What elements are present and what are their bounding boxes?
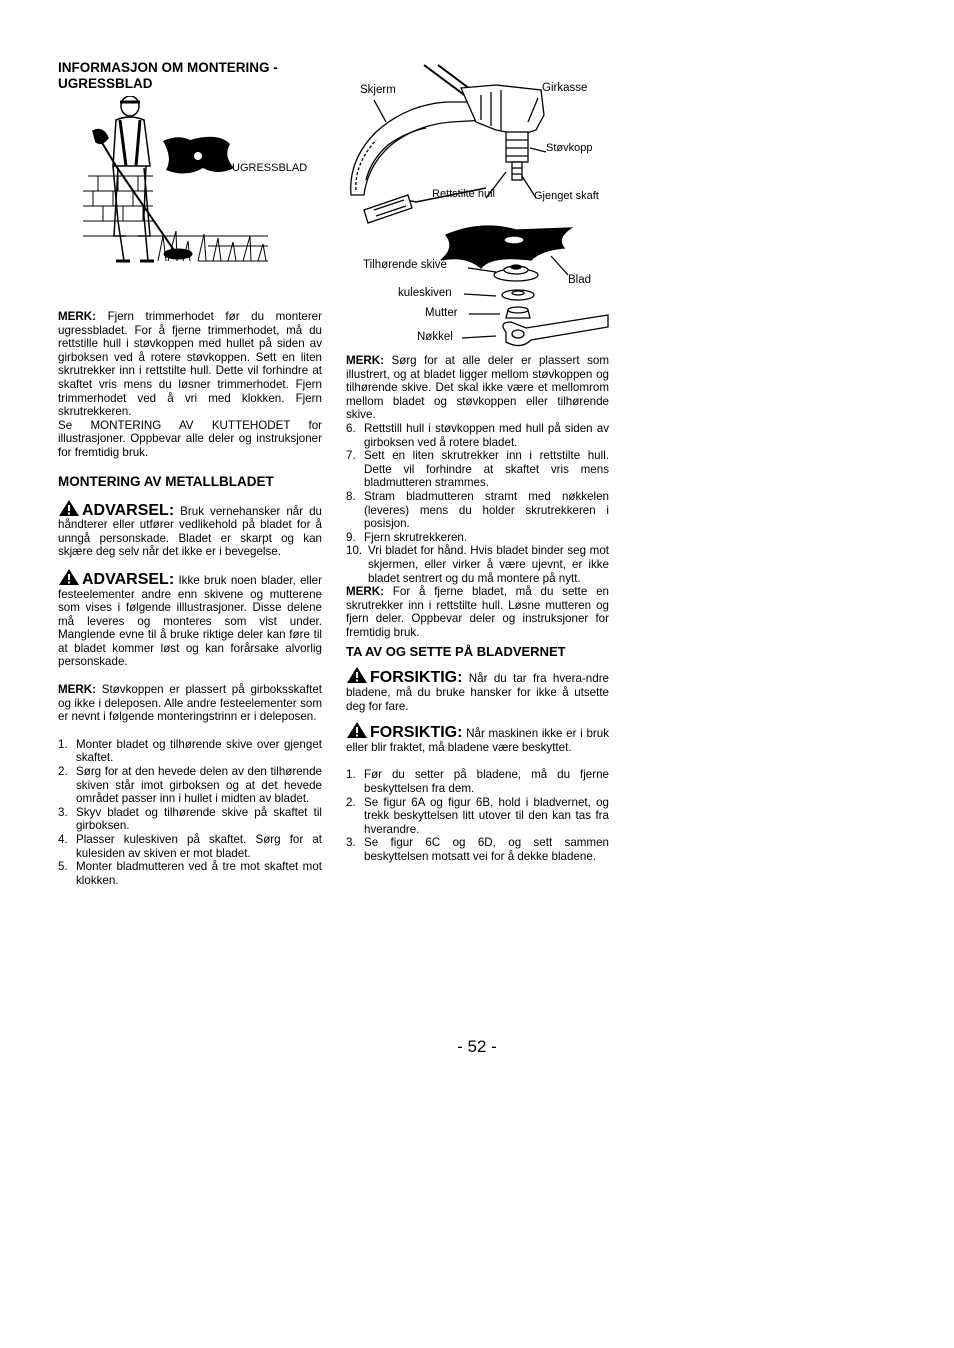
steps-list-right [346,422,609,585]
list-item: 3. Skyv bladet og tilhørende skive på skaftet til girboksen. [58,805,322,833]
list-item: 10. Vri bladet for hånd. Hvis bladet binder seg mot skjermen, eller virker å være ujevnt, er ikke bladet sentrert og du må montere på nytt. [346,544,609,585]
label-kuleskiven: kuleskiven [398,287,452,299]
list-item: 6. Rettstill hull i støvkoppen med hull på siden av girboksen ved å rotere bladet. [346,421,609,449]
caution-title: FORSIKTIG: [370,669,463,687]
label-mutter: Mutter [425,307,458,319]
heading-weed-blade-info: INFORMASJON OM MONTERING - UGRESSBLAD [58,60,278,91]
note-text-2: Se MONTERING AV KUTTEHODET for illustrasjoner. Oppbevar alle deler og instruksjoner for fremtidig bruk. [58,418,322,459]
list-item: 8. Stram bladmutteren stramt med nøkkelen (leveres) mens du holder skrutrekkeren i posisjon. [346,489,609,531]
note-label: MERK: [346,354,384,367]
note-assembly [346,354,609,422]
label-stovkopp: Støvkopp [546,142,593,154]
heading-metal-blade: MONTERING AV METALLBLADET [58,473,274,489]
warning-text: Ikke bruk noen blader, eller festeelementer andre enn skivene og mutterene som vises i følgende illlustrasjoner. Disse delene må leveres og monteres som vist under. Manglende evne til å bruke riktige deler kan føre til at bladet kommer løst og kan forårsake alvorlig personskade. [58,573,322,669]
warning-icon [58,568,80,586]
caution-gloves [346,666,609,713]
note-dust-cup [58,683,322,724]
warning-text: Bruk vernehansker når du håndterer eller utfører vedlikehold på bladet for å unngå personskade. Bladet er skarpt og kan skjære deg selv når det ikke er i bevegelse. [58,504,322,559]
warning-title: ADVARSEL: [82,570,175,588]
list-item: 2. Sørg for at den hevede delen av den tilhørende skiven står imot girboksen og at det hevede området passer inn i hullet i midten av bladet. [58,765,322,806]
note-remove-blade [346,585,609,639]
caution-text: Når du tar fra hvera-ndre bladene, må du bruke hansker for ikke å utsette deg for fare. [346,672,609,713]
steps-list-guard [346,768,609,863]
right-column [346,60,609,864]
weed-blade-figure [58,96,322,268]
list-item: 1. Monter bladet og tilhørende skive over gjenget skaftet. [58,737,322,765]
operator-illustration [58,96,322,268]
caution-text: Når maskinen ikke er i bruk eller blir fraktet, må bladene være beskyttet. [346,727,609,754]
ugressblad-label: UGRESSBLAD [232,162,308,174]
page-number: - 52 - [457,1037,497,1056]
note-label: MERK: [58,683,96,697]
label-tilhorende-skive: Tilhørende skive [363,259,447,271]
list-item: 1. Før du setter på bladene, må du fjerne beskyttelsen fra dem. [346,768,609,796]
note-label: MERK: [346,585,384,599]
note-weed-blade [58,310,322,460]
list-item: 3. Se figur 6C og 6D, og sett sammen beskyttelsen motsatt vei for å dekke bladene. [346,836,609,863]
list-item: 4. Plasser kuleskiven på skaftet. Sørg for at kulesiden av skiven er mot bladet. [58,833,322,860]
note-text: Sørg for at alle deler er plassert som illustrert, og at bladet ligger mellom støvkoppen og tilhørende skive. Det skal ikke være et mellomrom mellom bladet og støvkoppen eller tilhørende skive. [346,354,609,422]
heading-blade-guard: TA AV OG SETTE PÅ BLADVERNET [346,644,566,660]
warning-parts [58,568,322,669]
label-rettstilte-hull: Rettstilte hull [432,188,495,200]
caution-transport [346,721,609,754]
note-text: Støvkoppen er plassert på girboksskaftet og ikke i deleposen. Alle andre festeelementer som er nevnt i følgende monteringstrinn er i deleposen. [58,683,322,724]
list-item: 9. Fjern skrutrekkeren. [346,530,468,544]
note-text: For å fjerne bladet, må du sette en skrutrekker inn i rettstilte hull. Løsne mutteren og fjern deler. Oppbevar deler og instruksjoner for fremtidig bruk. [346,585,609,639]
left-column [58,60,322,887]
warning-icon [346,721,368,739]
label-gjenget-skaft: Gjenget skaft [534,190,599,202]
note-text: Fjern trimmerhodet før du monterer ugressbladet. For å fjerne trimmerhodet, må du rettstille hull i støvkoppen med hullet på siden av girboksen ved å rotere støvkoppen. Sett en liten skrutrekker inn i rettstilte hull. Dette vil forhindre at skaftet vris mens du løsner trimmerhodet. Fjern trimmerhodet ved å vri med klokken. Fjern skrutrekkeren. [58,310,322,419]
label-nokkel: Nøkkel [417,331,453,343]
warning-icon [346,666,368,684]
label-skjerm: Skjerm [360,84,396,96]
label-blad: Blad [568,274,592,286]
note-label: MERK: [58,310,96,323]
warning-icon [58,499,80,517]
list-item: 2. Se figur 6A og figur 6B, hold i bladvernet, og trekk beskyttelsen litt utover til den kan tas fra hverandre. [346,795,609,836]
warning-title: ADVARSEL: [82,501,175,519]
label-girkasse: Girkasse [542,82,588,94]
blade-assembly-illustration [346,60,609,350]
assembly-diagram [346,60,609,350]
warning-gloves [58,499,322,559]
list-item: 7. Sett en liten skrutrekker inn i rettstilte hull. Dette vil forhindre at skaftet vris mens bladmutteren strammes. [346,449,609,490]
steps-list-left [58,738,322,888]
list-item: 5. Monter bladmutteren ved å tre mot skaftet mot klokken. [58,860,322,887]
caution-title: FORSIKTIG: [370,724,463,742]
